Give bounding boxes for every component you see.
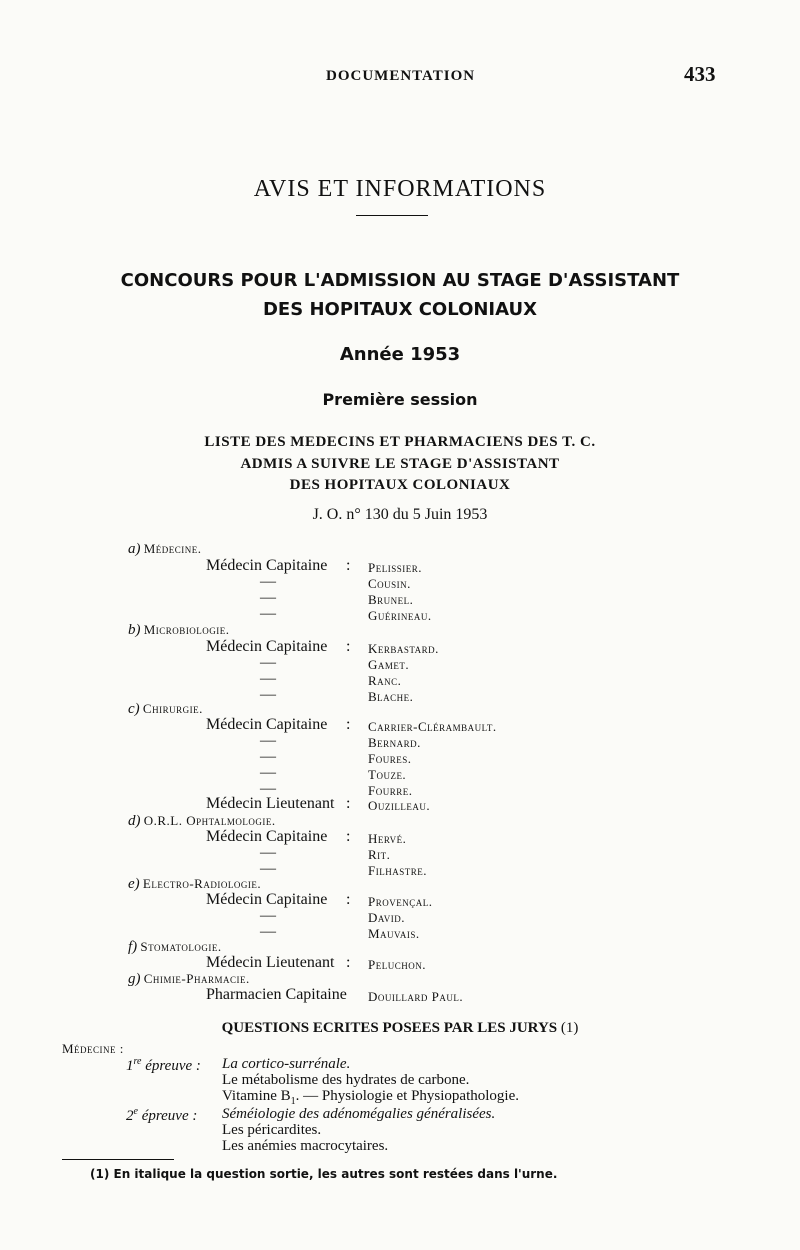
entry-ditto: —: [260, 748, 276, 765]
entry-ditto: —: [260, 686, 276, 703]
epreuve-label: 1re épreuve :: [126, 1056, 201, 1074]
footnote-divider: [62, 1159, 174, 1160]
category-heading: d) O.R.L. Ophtalmologie.: [128, 813, 276, 829]
subtitle-line-1: CONCOURS POUR L'ADMISSION AU STAGE D'ASSISTANT: [120, 270, 680, 291]
entry-ditto: —: [260, 573, 276, 590]
questions-heading: QUESTIONS ECRITES POSEES PAR LES JURYS (1): [221, 1020, 579, 1036]
entry-name: Carrier-Clérambault.: [368, 719, 497, 734]
entry-ditto: —: [260, 764, 276, 781]
entry-name: Cousin.: [368, 576, 411, 591]
entry-name: Foures.: [368, 751, 412, 766]
running-header: DOCUMENTATION: [326, 68, 476, 84]
entry-name: Mauvais.: [368, 926, 420, 941]
entry-name: Gamet.: [368, 657, 410, 672]
entry-colon: :: [346, 557, 351, 574]
entry-name: Filhastre.: [368, 863, 427, 878]
entry-ditto: —: [260, 780, 276, 797]
entry-name: Ranc.: [368, 673, 402, 688]
category-heading: b) Microbiologie.: [128, 622, 230, 638]
entry-ditto: —: [260, 654, 276, 671]
entry-ditto: —: [260, 844, 276, 861]
entry-name: Guérineau.: [368, 608, 432, 623]
question-line: Les péricardites.: [222, 1122, 322, 1138]
entry-rank: Médecin Capitaine: [206, 716, 328, 733]
category-heading: a) Médecine.: [128, 541, 202, 557]
entry-name: Ouzilleau.: [368, 798, 431, 813]
entry-name: Touze.: [368, 767, 407, 782]
entry-colon: :: [346, 795, 351, 812]
entry-name: Douillard Paul.: [368, 989, 464, 1004]
entry-ditto: —: [260, 589, 276, 606]
entry-ditto: —: [260, 732, 276, 749]
subtitle-line-2: DES HOPITAUX COLONIAUX: [262, 299, 538, 320]
title-divider: [356, 215, 428, 216]
entry-ditto: —: [260, 605, 276, 622]
entry-rank: Médecin Capitaine: [206, 638, 328, 655]
entry-name: Hervé.: [368, 831, 407, 846]
entry-ditto: —: [260, 923, 276, 940]
entry-name: Rit.: [368, 847, 391, 862]
list-title-line-1: LISTE DES MEDECINS ET PHARMACIENS DES T. C.: [204, 434, 596, 450]
entry-colon: :: [346, 716, 351, 733]
question-line: Les anémies macrocytaires.: [222, 1138, 389, 1154]
entry-rank: Médecin Capitaine: [206, 891, 328, 908]
year-heading: Année 1953: [339, 344, 461, 365]
question-line: Le métabolisme des hydrates de carbone.: [222, 1072, 470, 1088]
journal-reference: J. O. n° 130 du 5 Juin 1953: [312, 506, 488, 523]
epreuve-label: 2e épreuve :: [126, 1106, 198, 1124]
entry-name: Pelissier.: [368, 560, 422, 575]
category-heading: f) Stomatologie.: [128, 939, 222, 955]
entry-name: Fourre.: [368, 783, 413, 798]
entry-name: David.: [368, 910, 405, 925]
session-heading: Première session: [322, 390, 478, 409]
page-title: AVIS ET INFORMATIONS: [253, 176, 547, 202]
entry-ditto: —: [260, 670, 276, 687]
entry-name: Brunel.: [368, 592, 414, 607]
question-line: La cortico-surrénale.: [222, 1056, 351, 1072]
category-heading: c) Chirurgie.: [128, 701, 203, 717]
entry-name: Kerbastard.: [368, 641, 439, 656]
footnote: (1) En italique la question sortie, les autres sont restées dans l'urne.: [90, 1167, 558, 1181]
page-number: 433: [684, 62, 716, 86]
question-line: Séméiologie des adénomégalies généralisées.: [222, 1106, 496, 1122]
list-title-line-3: DES HOPITAUX COLONIAUX: [289, 477, 511, 493]
entry-ditto: —: [260, 907, 276, 924]
entry-name: Blache.: [368, 689, 414, 704]
category-heading: e) Electro-Radiologie.: [128, 876, 262, 892]
entry-rank: Médecin Capitaine: [206, 557, 328, 574]
question-line: Vitamine $B_1$. — Physiologie et Physiopathologie.: [222, 1088, 520, 1107]
entry-name: Peluchon.: [368, 957, 426, 972]
entry-rank: Médecin Lieutenant: [206, 954, 335, 971]
entry-colon: :: [346, 954, 351, 971]
entry-rank: Médecin Lieutenant: [206, 795, 335, 812]
entry-name: Provençal.: [368, 894, 433, 909]
questions-section: Médecine :: [62, 1041, 124, 1056]
entry-ditto: —: [260, 860, 276, 877]
entry-colon: :: [346, 891, 351, 908]
list-title-line-2: ADMIS A SUIVRE LE STAGE D'ASSISTANT: [240, 456, 560, 472]
category-heading: g) Chimie-Pharmacie.: [128, 971, 250, 987]
entry-rank: Pharmacien Capitaine: [206, 986, 347, 1003]
entry-colon: :: [346, 828, 351, 845]
entry-rank: Médecin Capitaine: [206, 828, 328, 845]
entry-colon: :: [346, 638, 351, 655]
entry-name: Bernard.: [368, 735, 421, 750]
